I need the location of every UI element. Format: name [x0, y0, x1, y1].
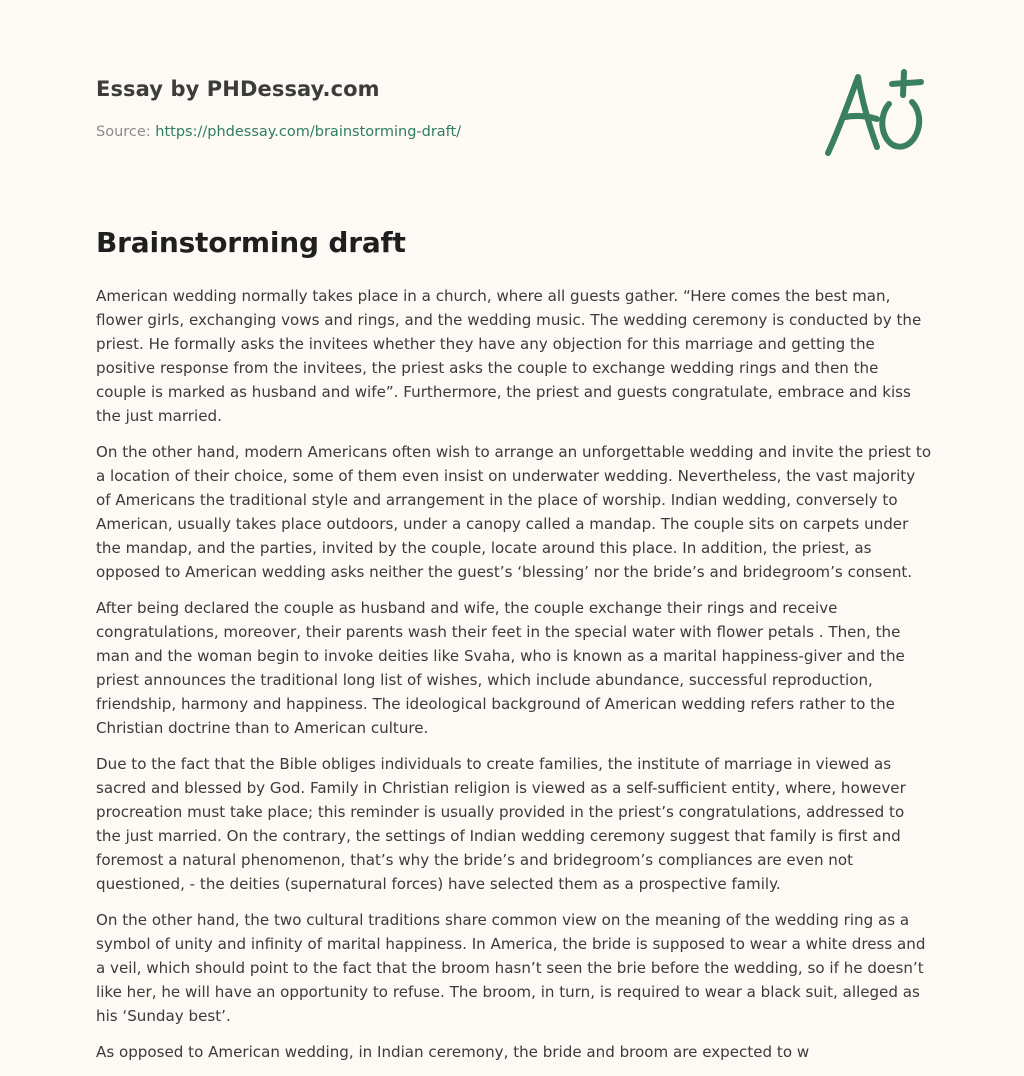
- a-plus-logo-icon: [822, 69, 928, 163]
- essay-paragraph: As opposed to American wedding, in Indian ceremony, the bride and broom are expected to w: [96, 1043, 810, 1061]
- essay-paragraph: On the other hand, modern Americans often wish to arrange an unforgettable wedding and invite the priest to a location of their choice, some of them even insist on underwater wedding. Nevertheless, the vast majority of Americans the traditional style and arrangement in the place of worship. Indian wedding, conversely to American, usually takes place outdoors, under a canopy called a mandap. The couple sits on carpets under the mandap, and the parties, invited by the couple, locate around this place. In addition, the priest, as opposed to American wedding asks neither the guest’s ‘blessing’ nor the bride’s and bridegroom’s consent.: [96, 443, 932, 581]
- essay-body: [96, 284, 932, 1076]
- site-brand: Essay by PHDessay.com: [96, 77, 380, 101]
- essay-paragraph: On the other hand, the two cultural traditions share common view on the meaning of the wedding ring as a symbol of unity and infinity of marital happiness. In America, the bride is supposed to wear a white dress and a veil, which should point to the fact that the broom hasn’t seen the brie before the wedding, so if he doesn’t like her, he will have an opportunity to refuse. The broom, in turn, is required to wear a black suit, alleged as his ‘Sunday best’.: [96, 911, 926, 1025]
- source-label: Source:: [96, 124, 156, 140]
- essay-title: Brainstorming draft: [96, 226, 406, 259]
- essay-paragraph: After being declared the couple as husband and wife, the couple exchange their rings and receive congratulations, moreover, their parents wash their feet in the special water with flower petals . Then, the man and the woman begin to invoke deities like Svaha, who is known as a marital happiness-giver and the priest announces the traditional long list of wishes, which include abundance, successful reproduction, friendship, harmony and happiness. The ideological background of American wedding refers rather to the Christian doctrine than to American culture.: [96, 599, 905, 737]
- essay-paragraph: Due to the fact that the Bible obliges individuals to create families, the institute of marriage in viewed as sacred and blessed by God. Family in Christian religion is viewed as a self-sufficient entity, where, however procreation must take place; this reminder is usually provided in the priest’s congratulations, addressed to the just married. On the contrary, the settings of Indian wedding ceremony suggest that family is first and foremost a natural phenomenon, that’s why the bride’s and bridegroom’s compliances are even not questioned, - the deities (supernatural forces) have selected them as a prospective family.: [96, 755, 906, 893]
- essay-paragraph: American wedding normally takes place in a church, where all guests gather. “Here comes the best man, flower girls, exchanging vows and rings, and the wedding music. The wedding ceremony is conducted by the priest. He formally asks the invitees whether they have any objection for this marriage and getting the positive response from the invitees, the priest asks the couple to exchange wedding rings and then the couple is marked as husband and wife”. Furthermore, the priest and guests congratulate, embrace and kiss the just married.: [96, 287, 922, 425]
- page-header: [96, 72, 928, 182]
- source-link[interactable]: https://phdessay.com/brainstorming-draft/: [155, 124, 462, 140]
- source-line: [96, 124, 461, 140]
